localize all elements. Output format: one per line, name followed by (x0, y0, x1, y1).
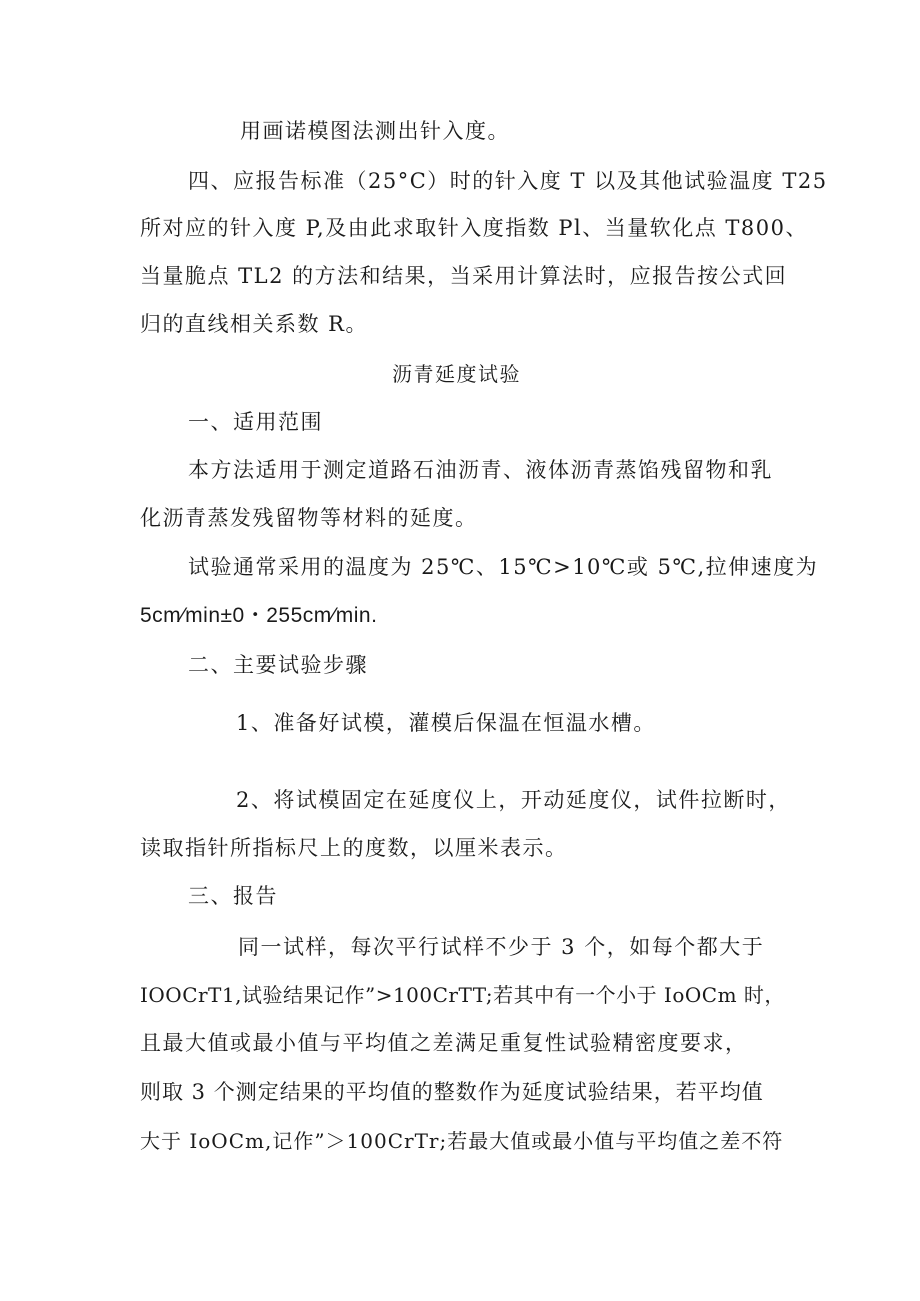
text-line-report-standard: 四、应报告标准（25°C）时的针入度 T 以及其他试验温度 T25 (188, 169, 828, 193)
text-line-report-4: 则取 3 个测定结果的平均值的整数作为延度试验结果，若平均值 (140, 1080, 764, 1104)
text-line-scope-1: 本方法适用于测定道路石油沥青、液体沥青蒸馅残留物和乳 (188, 458, 773, 482)
text-line-scope-2: 化沥青蒸发残留物等材料的延度。 (140, 506, 478, 530)
text-line-report-1: 同一试样，每次平行试样不少于 3 个，如每个都大于 (238, 935, 765, 959)
text-line-brittle-point: 当量脆点 TL2 的方法和结果，当采用计算法时，应报告按公式回 (140, 264, 788, 288)
text-line-speed: 5cm∕min±0・255cm∕min. (140, 604, 378, 627)
text-line-report-2: IOOCrT1,试验结果记作”>100CrTT;若其中有一个小于 IoOCm 时， (140, 983, 785, 1007)
text-line-step-1: 1、准备好试模，灌模后保温在恒温水槽。 (236, 711, 656, 735)
heading-procedure: 二、主要试验步骤 (188, 653, 368, 677)
heading-report: 三、报告 (188, 884, 278, 908)
section-title: 沥青延度试验 (392, 362, 521, 386)
text-line-report-3: 且最大值或最小值与平均值之差满足重复性试验精密度要求， (140, 1031, 748, 1055)
text-line-correlation: 归的直线相关系数 R。 (140, 312, 368, 336)
text-line-step-2a: 2、将试模固定在延度仪上，开动延度仪，试件拉断时， (236, 788, 791, 812)
heading-scope: 一、适用范围 (188, 410, 323, 434)
text-line-penetration-index: 所对应的针入度 P,及由此求取针入度指数 Pl、当量软化点 T800、 (140, 216, 809, 240)
text-line-report-5: 大于 IoOCm,记作”＞100CrTr;若最大值或最小值与平均值之差不符 (140, 1129, 784, 1153)
text-line-temperature: 试验通常采用的温度为 25℃、15℃>10℃或 5℃,拉伸速度为 (188, 555, 819, 579)
text-line-penetration-method: 用画诺模图法测出针入度。 (240, 119, 510, 143)
text-line-step-2b: 读取指针所指标尺上的度数，以厘米表示。 (140, 836, 568, 860)
